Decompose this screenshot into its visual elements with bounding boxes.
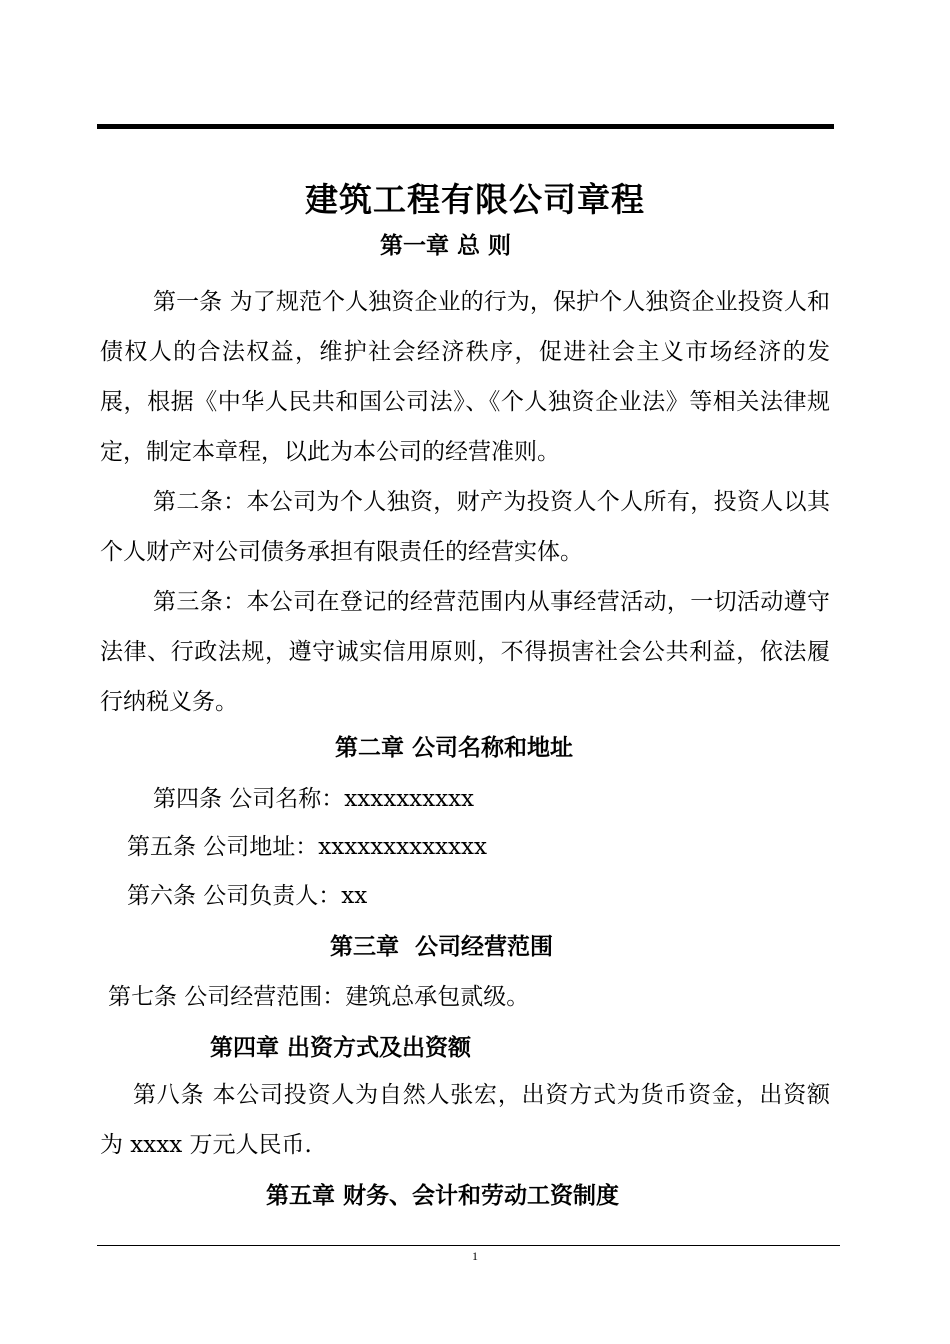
article-3: 第三条：本公司在登记的经营范围内从事经营活动，一切活动遵守法律、行政法规，遵守诚实信用原则，不得损害社会公共利益，依法履行纳税义务。 [100,589,830,715]
document-title: 建筑工程有限公司章程 [305,180,645,219]
chapter3-heading: 第三章 公司经营范围 [330,934,554,960]
article-7: 第七条 公司经营范围：建筑总承包贰级。 [108,984,530,1010]
article-1: 第一条 为了规范个人独资企业的行为，保护个人独资企业投资人和债权人的合法权益，维护社会经济秩序，促进社会主义市场经济的发展，根据《中华人民共和国公司法》、《个人独资企业法》等相关法律规定，制定本章程，以此为本公司的经营准则。 [100,289,830,465]
chapter2-heading: 第二章 公司名称和地址 [335,735,574,761]
article-6: 第六条 公司负责人：xx [127,883,368,909]
article-5: 第五条 公司地址：xxxxxxxxxxxxx [127,834,487,860]
article-8: 第八条 本公司投资人为自然人张宏，出资方式为货币资金，出资额为 xxxx 万元人民币. [100,1082,830,1158]
article-4: 第四条 公司名称：xxxxxxxxxx [153,786,475,812]
chapter5-heading: 第五章 财务、会计和劳动工资制度 [266,1183,620,1209]
article-2: 第二条：本公司为个人独资，财产为投资人个人所有，投资人以其个人财产对公司债务承担有限责任的经营实体。 [100,489,830,565]
header-rule [97,124,834,129]
chapter1-heading: 第一章 总 则 [380,233,512,259]
footer-rule [97,1245,840,1246]
chapter4-heading: 第四章 出资方式及出资额 [210,1035,472,1061]
page-number: 1 [472,1249,478,1263]
